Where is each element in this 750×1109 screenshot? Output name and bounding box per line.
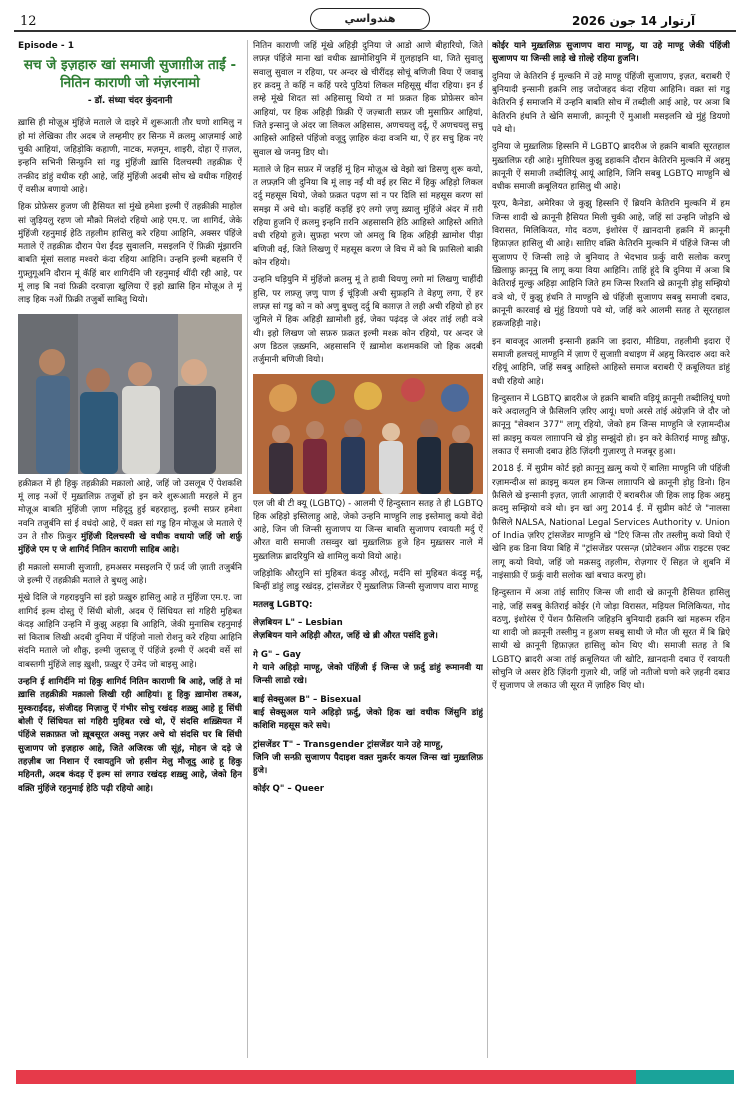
- issue-date: آرتوار 14 جون 2026: [572, 14, 696, 28]
- page-footer: [16, 1070, 734, 1084]
- paragraph: हिन्दुस्तान में LGBTQ ब्रादरीअ जे हक़नि बाबति वड़ियूं क़ानूनी तब्दीलियूं घणो करे अदालतुनि जे फ़ैसिलनि ज़रिए आयूं। घणो अरसे तांई अंग्रेज़नि जे दौर जो क़ानूनु "सेक्शन 377" लागू रहियो, जेको हम जिन्स माण्हुनि जे रज़ामन्दीअ सां क़ाइमु कयल लाग़ापनि खे ड़ोहु सम्झुंदो हो। इन करे केतिराई माण्हू ख़ौफ़ु, लकाउ ऐं समाजी दबाउ हेठि ज़िंदगी गुज़ारणु ते मजबूर हुआ।: [492, 393, 730, 458]
- group-photo-family: [18, 314, 242, 474]
- glossary-item: कोईर Q" – Queer: [253, 784, 324, 795]
- paragraph: हक़ीक़त में ही हिकु तहक़ीक़ी मक़ालो आहे, जहिं जो उसलूब ऐं पेशकशि मूं लाइ नओं ऐं मुख़्तलिफ़ तजुर्बो हो इन करे शुरूआती मरहले में हुन मोज़ूअ बाबति मुंहिंजी ज़ाण महिदूदु हुई बहरहालु, इल्मी सफ़र हमेशा नवनि तजुर्बनि सां ई वधंदो आहे, ऐं वक़्त सां गडु हिन मोज़ूअ जे मताले ऐं उन ते ग़ौरु फ़िकुर मुंहिंजी दिलचस्पी खे वधीक वधायो जहिं जो शर्फ़ु मुंहिंजे एम ए जे शागिर्द नितिन काराणी साहिब आहे।: [18, 478, 242, 556]
- paragraph: कोईर याने मुख़्तलिफ़ सुजाणप वारा माण्हू, या उहे माण्हू जेकी पंहिंजी सुजाणप या जिन्सी लाड़े खे ग़ोल्हे रहिया हुजनि।: [492, 41, 730, 65]
- paragraph: दुनिया जे मुख़्तलिफ़ हिस्सनि में LGBTQ ब्रादरीअ जे हक़नि बाबति सूरतहाल मुख़्तलिफ़ रही आहे। मुग़िरियल कुझु डहाकनि दौरान केतिरनि मुल्कनि में अहमु क़ानूनी ऐं समाजी तब्दीलियूं आयूं आहिनि, जिनि सबबु LGBTQ माण्हुनि खे वधीक समाजी क़बूलियत हासिलु थी आहे।: [492, 142, 730, 193]
- article-title: सच जे इज़हारु खां समाजी सुजाग़ीअ ताईं - नितिन काराणी जो मंज़रनामो: [23, 56, 237, 92]
- paragraph: मूंखे दिलि जे गहराइयुनि सां इहो फ़ख़ुरु हासिलु आहे त मुंहिंजा एम.ए. जा शागिर्द इल्म दोस्तु ऐं सिंधी बोली, अदब ऐं सिंधियत सां गहिरी मुहिबत कंदड़ आहिनि उन्हनि में कुझु अहड़ा बि आहिनि, जेकी मुनासिब रहनुमाई सां किताब लिखी अदबी दुनिया में पंहिंजो नालो रोशनु करे रहिया आहिनि संदनि मताले जो शौक़ु, इल्मी जुस्तजू ऐं पंहिंजे इल्मी ऐं अदबी वर्से सां वाबस्तगी मुंहिंजे लाइ ख़ुशी, फ़ख़ुर ऐं उमेद जो बाइसु आहे।: [18, 593, 242, 670]
- paragraph: ख़ासि ही मोज़ूअ मुंहिंजे मताले जे दाइरे में शुरूआती तौर घणो शामिलु न हो मां लेखिका तीर अदब जे लम्हमीए हर सिन्फ़ में क़लमु आज़माई आहे चुकी आहियां, जहिड़ोकि कहाणी, नाटक, मज़मून, शाइरी, दोहा ऐं ग़ज़ल, इन्हनि सभिनी सिन्फ़ुनि सां गडु मुंहिंजी ख़ासि दिलचस्पी तहक़ीक़ ऐं तन्क़ीद डांहुं वधीक रही आहे, जहिं मुंहिंजी अदबी सोच खे वधीक गहिराई ऐं वसीअ बणायो आहे।: [18, 118, 242, 195]
- paragraph: 2018 ई. में सुप्रीम कोर्ट इहो क़ानूनु ख़त्मु कयो ऐं बालिग़ माण्हुनि जी पंहिंजी रज़ामन्दीअ सां क़ाइमु कयल हम जिन्स लाग़ापनि खे क़ानूनी ड़ोहु डिनो। हिन फ़ैसिले खे इन्सानी इज़त, ज़ाती आज़ादी ऐं बराबरीअ जी हिक लाइ हिक अहमु क़दमु सम्झियो वञे थो। इन खां अगु 2014 ई. में सुप्रीम कोर्ट जे "नालसा फ़ैसिले NALSA, National Legal Services Authority v. Union of India ज़रिए ट्रांसजेंडर माण्हुनि खे "टिएं जिन्स तौर तस्लीमु कयो वियो ऐं खेनि हक डिना विया बिहि में "ट्रांसजेंडर परसन्ज़ (प्रोटेक्शन ऑफ़ राइटस एक्ट लागू कयो वियो, जहिं जो मक़सदु तह़लीम, रोज़गार ऐं सिहत जे शुबनि में नाइंसाफ़ी ऐं फ़र्कु वारी सलोक खां बचाउ करणु हो।: [492, 464, 730, 581]
- paragraph: नितिन काराणी जहिं मूंखे अहिड़ी दुनिया जे आडो आणे बीहारियो, जिते लफ़्ज़ पंहिंजे माना खां वधीक ख़ामोशियुनि में ग़ुलहाइनि था, जिते सुवालु सवालु सुवाल न रहिया, पर अन्दर खे चीरींदड़ सोचूं बणिजी विया ऐं जवाबु हर क़दमु ते कहिं न कहिं परदे पुठियां लिकल महिसूसु थींदा रहिया। इन ई लम्हे मूंखे शिदत सां अहिसासु थियो त मां फ़क़त हिक प्रोफ़ेसर कोन आहियां, पर हिक अहिड़ी फ़िक्री ऐं जज़्बाती सफ़र जी मुसाफ़िर आहियां, जिते इन्सानु जे अंदर जा लिकल अहिसास, अणचयलु दर्दू, ऐं अणचयलु सचु आहिस्ते आहिस्ते पंहिंजो वजूदु ज़ाहिरु कंदा वञनि था, ऐं हर सचु हिक नएं सुवाल खे जनमु डिए थो।: [253, 41, 483, 158]
- footer-bar-red: [16, 1070, 636, 1084]
- episode-label: Episode - 1: [18, 41, 75, 51]
- glossary-item: लेज़बियन L" – Lesbian लेज़बियन याने अहिड़ी औरत, जहिं खे ब्री औरत पसंदि हुजे।: [253, 618, 438, 642]
- paragraph: उन्हनि ई शागिर्दनि मां हिकु शागिर्द नितिन काराणी बि आहे, जहिं ते मां ख़ासि तहक़ीक़ी मक़ालो लिखी रही आहियां। हू हिकु ख़ामोश तबअ, मुस्कराईंदड़, संजीदह मिज़ाजु ऐं गंभीर सोचु रखंदड़ शख़्सु आहे हू सिंधी बोली ऐं सिंधियत सां गहिरी मुहिबत रखे थो, ऐं संदसि शख़्सियत में पंहिंजे सक़ाफ़त जो ख़ूबसूरत अक्सु नज़र अचे थो संदसि घर बि सिंधी सुजाणप जो इज़हारु आहे, जिते अजिरक जी सूंहं, मोहन जे दड़े जे तहज़ीब जा निशान ऐं रवायतुनि जो हसीन मेलु मौजूदु आहे हू हिकु महिनती, अदब कंदड़ ऐं इल्म सां लगाउ रखंदड़ शख़्सु आहे, जेको हिन वक़्ति मुंहिंजे रहनुमाई हेठि पढ़ी रहियो आहे।: [18, 677, 242, 794]
- paragraph: इन बावजूद आलमी इन्सानी हक़नि जा इदारा, मीडिया, तहलीमी इदारा ऐं समाजी हलचलूं माण्हुनि में ज़ाण ऐं सुजाग़ी वधाइण में अहमु किरदारु अदा करे रहियूं आहिनि, जहिं सबबु आहिस्ते आहिस्ते समाज बराबरी ऐं क़बूलियत डांहुं वधी रहियो आहे।: [492, 336, 730, 387]
- paragraph: हिक प्रोफ़ेसर हुजण जी हैसियत सां मुंखे हमेशा इल्मी ऐं तहक़ीक़ी माहोल सां जुड़ियलु रहण जो मौक़ो मिलंदो रहियो आहे एम.ए. जा शागिर्द, जेके मुंहिंजी रहनुमाई हेठि तह़लीम हासिलु करे रहिया आहिनि, अक्सर पंहिंजे मताले ऐं तहक़ीक़ दौरान पेश ईंदड़ सुवालनि, मसइलनि ऐं फ़िक्री मूंझारनि बाबति मूंसां सलाह मश्वरो कंदा रहिया आहिनि। उन्हनि इल्मी बहसनि ऐं गुफ़्तुगूअनि दौरान मूं कॅहिं बार शागिर्दनि जी रहनुमाई थींदी रही आहे, पर मूं लाइ बि नवां फ़िक्री दरवाज़ा खुलिया ऐं इहो ख़ासि हिन मोज़ूअ ते मूं लाइ हिक नओं फ़िक्री तजुर्बो साबितु थियो।: [18, 202, 242, 306]
- group-photo-event: [253, 374, 483, 494]
- footer-bar-teal: [636, 1070, 734, 1084]
- column-2: [253, 40, 483, 1062]
- paragraph: उन्हनि घड़ियुनि में मुंहिंजो क़लमु मूं ते हावी थियणु लगो मां लिखणु चाहींदी हुसि, पर लफ़्ज़ु ज़णु पाण ई चूंड़िजी अची सुफ़हनि ते वेहणु लगा, ऐं हर लफ़्ज़ सां गडु को न को अणु बुधलु दर्दु बि काग़ज़ ते लही अची रहियो हो हर जुमिले में हिक अहिड़ी ख़ामोशी हुई, जेका पढ़ंदड़ जे अंदर तांई लही वञे थी। इहो लिखण जो सफ़रु फ़क़त इल्मी मश्क़ कोन रहियो, पर अन्दर जे अण डिठल ज़ख़्मनि, अहसासनि ऐं ख़ामोश कशमकशि जो हिक अदबी तर्जुमानी बणिजी वियो।: [253, 275, 483, 366]
- article-byline: - डॉ. संध्या चंदर कुंदनानी: [87, 96, 173, 107]
- newspaper-masthead-logo: هندواسي: [310, 8, 430, 30]
- column-divider: [487, 40, 488, 1058]
- column-divider: [247, 40, 248, 1058]
- glossary-item: ट्रांसजेंडर T" – Transgender ट्रांसजेंडर याने उहे माण्हू, जिनि जी सन्फ़ी सुजाणप पैदाइश वक़्त मुक़र्रर कयल जिन्स खां मुख़्तलिफ़ हुजे।: [253, 739, 483, 777]
- lgbtq-glossary: [253, 599, 483, 797]
- paragraph: मताले जे हिन सफ़र में जड़हिं मूं हिन मोज़ूअ खे वेझो खां डिसणु शुरू कयो, त लफ़्ज़नि जी दुनिया बि मूं लाइ नईं थी वई हर सिट में हिकु अहिड़ो लिकल दर्दु महसूस थियो, जेको फ़क़त पढ़ण सां न पर दिलि सां महसूस करण सां समझ में अचे थो। कड़हिं कड़हिं इएं लगो ज़णु ख़्यालु मुंहिंजे अंदर में ग़री रहिया हुजनि ऐं क़लमु इन्हनि ग़रनि अहसासनि हेठि आहिस्ते आहिस्ते अग़िते वधी रहियो हुजे। सुफ़हा भरण जो अमलु बि हिक अहिड़ी ख़ामोश पीड़ा बणिजी वई, जिते लिखणु ऐं महसूस करण जे विच में को बि फ़ासिलो बाक़ी कोन रहियो।: [253, 164, 483, 268]
- page-number: 12: [20, 14, 37, 29]
- column-3: [492, 40, 730, 1062]
- paragraph: जहिड़ोकि औरतुनि सां मुहिबत कंदड़ु औरतूं, मर्दनि सां मुहिबत कंदड़ु मर्दू, बिन्हीं डांहुं लाडु रखंदड़, ट्रांसजेंडर ऐं मुख़्तलिफ़ जिन्सी सुजाणप वारा माण्हू: [253, 569, 483, 593]
- paragraph: हिन्दुस्तान में अञा तांई साग़िए जिन्स जी शादी खे क़ानूनी हैसियत हासिलु नाहे, जहिं सबबु केतिराई कोईर (गे जोड़ा विरासत, मड़ियल मिलिकियत, गोद वठणु, इंशोरंस ऐं पेंशन फ़ैसिलनि जहिड़नि बुनियादी हक़नि खां महरूम रहिन था शादी जो क़ानूनी तस्लीमु न हुअण सबबु साथी जे मौत जी सूरत में बि ब्रिऐ साथी खे क़ानूनी हिफ़ाज़त हासिलु कोन थिए थी। समाजी सतह ते बि LGBTQ ब्रादरी अञा तांई क़बूलियत जी खोटि, ख़ानदानी दबाउ ऐं रवायती सोचुनि जे असर हेठि ज़िंदगी गुज़ारे थी, जहिं जो नतीजो घणो करे ज़हनी दबाउ ऐं सुजाणप जे लकाउ जी सूरत में ज़ाहिरु थिए थो।: [492, 588, 730, 692]
- photo-caption: एल जी बी टी क्यू (LGBTQ) - आलमी ऐं हिन्दुस्तान सतह ते ही LGBTQ हिक अहिड़ो इस्तिलाहु आहे, जेको उन्हनि माण्हुनि लाइ इस्तेमालु कयो वेंदो आहे, जिन जी जिन्सी सुजाणप या जिन्स बाबति सुजाणप रवायती मर्दु ऐं औरत वारी समाजी तसव्वुर खां मुख़्तलिफ़ हुजे हिन मुख़्तसर नाले में मुख़्तलिफ़ ब्रादरियुनि खे शामिलु कयो वियो आहे।: [253, 498, 483, 562]
- header-divider: [14, 30, 736, 32]
- glossary-heading: मतलबु LGBTQ:: [253, 599, 313, 610]
- column-1: [18, 40, 242, 1062]
- glossary-item: बाई सेक्सुअल B" – Bisexual बाई सेक्सुअल याने अहिड़ो फ़र्दु, जेको हिक खां वधीक जिंसुनि डांहुं कशिशि महसूस करे सघे।: [253, 694, 483, 732]
- page-header: [0, 0, 750, 40]
- paragraph: ही मक़ालो समाजी सुजाग़ी, हमअसर मसइलनि ऐं फ़र्द जी ज़ाती तजुर्बनि जे इल्मी ऐं तहक़ीक़ी मताले ते बुधलु आहे।: [18, 562, 242, 586]
- glossary-item: गे G" – Gay गे याने अहिड़ो माण्हू, जेको पंहिंजी ई जिन्स जे फ़र्दु डांहुं रूमानवी या जिन्सी लाडो रखे।: [253, 649, 483, 687]
- paragraph: दुनिया जे केतिरनि ई मुल्कनि में उहे माण्हू पंहिंजी सुजाणप, इज़त, बराबरी ऐं बुनियादी इन्सानी हक़नि लाइ जदोजहद कंदा रहिया आहिनि। वक़्त सां गडु केतिरनि ई समाजनि में उन्हनि बाबति सोच में तब्दीली आई आहे, पर अञा बि केतिरनि हंधनि ते खेनि समाजी, क़ानूनी ऐं मुआशी मसइलनि खे मुंहुं डियणो पवे थो।: [492, 71, 730, 135]
- paragraph: यूरप, कैनेडा, अमेरिका जे कुझु हिस्सनि ऐं ब्रियनि केतिरनि मुल्कनि में हम जिन्स शादी खे क़ानूनी हैसियत मिली चुकी आहे, जहिं सां उन्हनि जोड़नि खे विरासत, मिलिकियत, गोद वठण, इंशोरंस ऐं ख़ानदानी हक़नि में क़ानूनी हिफ़ाज़त हासिलु थी आहे। साग़िए वक़्ति केतिरनि मुल्कनि में पंहिंजे जिन्स जी सुजाणप ऐं जिन्सी लाड़े जे बुनियाद ते भेदभाव फ़र्कु वारी सलोक करणु ख़िलाफ़ु क़ानूनु बि लागू कया विया आहिनि। ताहिं हूंदे बि दुनिया में अञा बि केतिराई मुल्कु अहिड़ा आहिनि जिते हम जिन्स रिश्तनि खे क़ानूनी ड़ोहु सम्झियो वञे थो, ऐं कुझु हंधनि ते माण्हुनि खे पंहिंजी सुजाणप सबबु समाजी दबाउ, क़ानूनी कारवाई खे मुंहुं डियणो पवे थो, जहिं करे आलमी सतह ते सूरतहाल हक़जहिड़ी नाहे।: [492, 199, 730, 330]
